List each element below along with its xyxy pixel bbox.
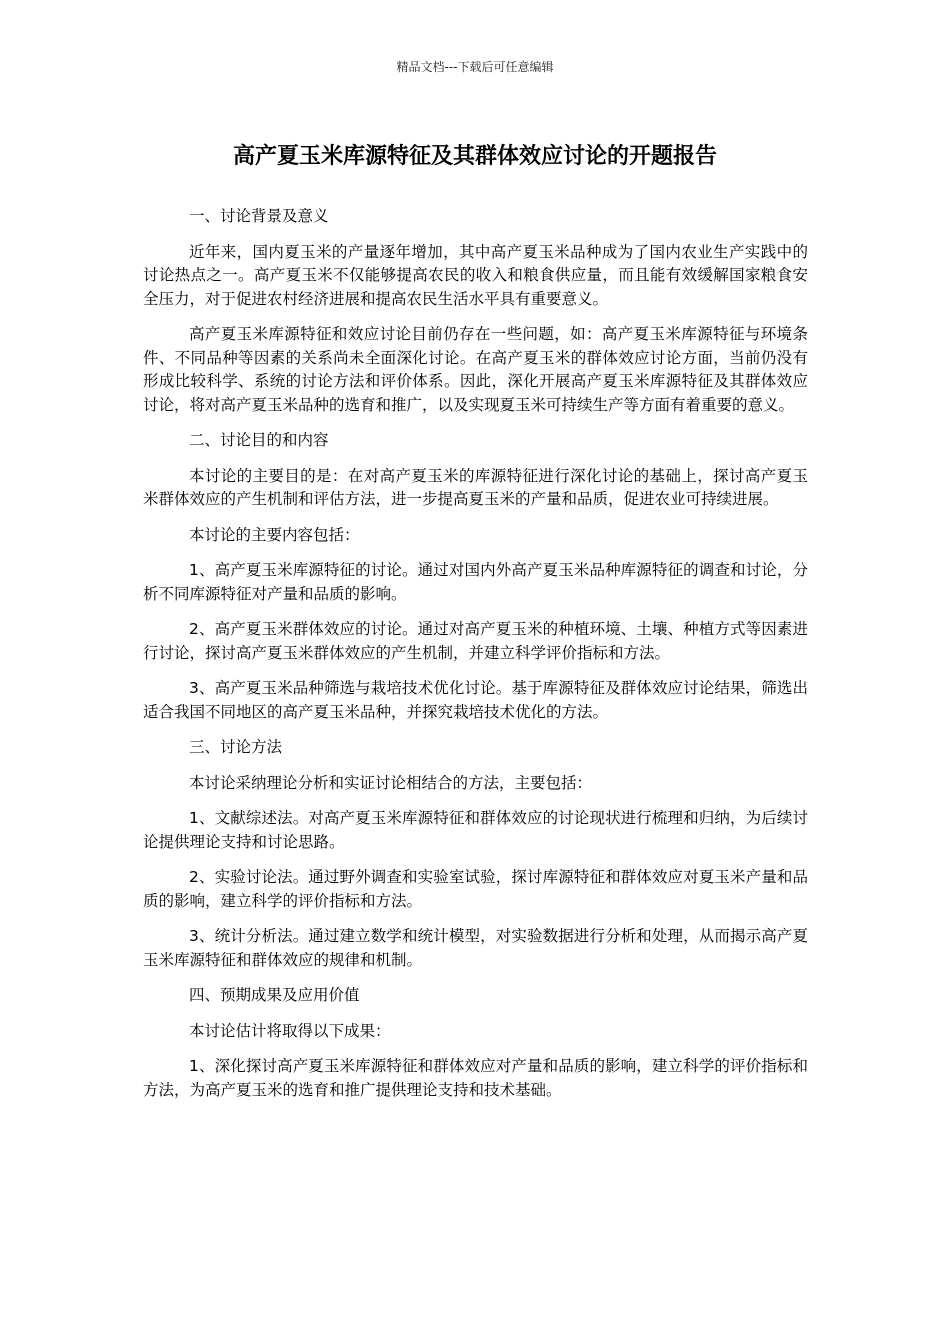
content-item-3: 3、高产夏玉米品种筛选与栽培技术优化讨论。基于库源特征及群体效应讨论结果，筛选出适合我国不同地区的高产夏玉米品种，并探究栽培技术优化的方法。 [143, 679, 808, 721]
section-heading-objectives: 二、讨论目的和内容 [189, 431, 329, 449]
section-heading-outcomes: 四、预期成果及应用价值 [189, 986, 360, 1004]
paragraph-methods-intro: 本讨论采纳理论分析和实证讨论相结合的方法，主要包括： [189, 773, 593, 792]
paragraph-contents-intro: 本讨论的主要内容包括： [189, 525, 360, 544]
paragraph-background-2: 高产夏玉米库源特征和效应讨论目前仍存在一些问题，如：高产夏玉米库源特征与环境条件、不同品种等因素的关系尚未全面深化讨论。在高产夏玉米的群体效应讨论方面，当前仍没有形成比较科学、系统的讨论方法和评价体系。因此，深化开展高产夏玉米库源特征及其群体效应讨论，将对高产夏玉米品种的选育和推广，以及实现夏玉米可持续生产等方面有着重要的意义。 [143, 325, 808, 414]
page-header: 精品文档---下载后可任意编辑 [396, 60, 554, 74]
section-heading-methods: 三、讨论方法 [189, 738, 283, 756]
paragraph-objectives: 本讨论的主要目的是：在对高产夏玉米的库源特征进行深化讨论的基础上，探讨高产夏玉米群体效应的产生机制和评估方法，进一步提高夏玉米的产量和品质，促进农业可持续进展。 [143, 466, 808, 508]
content-item-2: 2、高产夏玉米群体效应的讨论。通过对高产夏玉米的种植环境、土壤、种植方式等因素进行讨论，探讨高产夏玉米群体效应的产生机制，并建立科学评价指标和方法。 [143, 620, 808, 662]
outcome-item-1: 1、深化探讨高产夏玉米库源特征和群体效应对产量和品质的影响，建立科学的评价指标和方法，为高产夏玉米的选育和推广提供理论支持和技术基础。 [143, 1057, 808, 1099]
section-heading-background: 一、讨论背景及意义 [189, 207, 329, 225]
method-item-1: 1、文献综述法。对高产夏玉米库源特征和群体效应的讨论现状进行梳理和归纳，为后续讨论提供理论支持和讨论思路。 [143, 809, 808, 851]
method-item-2: 2、实验讨论法。通过野外调查和实验室试验，探讨库源特征和群体效应对夏玉米产量和品质的影响，建立科学的评价指标和方法。 [143, 868, 808, 910]
document-title: 高产夏玉米库源特征及其群体效应讨论的开题报告 [232, 144, 717, 169]
paragraph-outcomes-intro: 本讨论估计将取得以下成果： [189, 1021, 391, 1040]
method-item-3: 3、统计分析法。通过建立数学和统计模型，对实验数据进行分析和处理，从而揭示高产夏玉米库源特征和群体效应的规律和机制。 [143, 927, 808, 969]
document-body [143, 205, 808, 1114]
paragraph-background-1: 近年来，国内夏玉米的产量逐年增加，其中高产夏玉米品种成为了国内农业生产实践中的讨论热点之一。高产夏玉米不仅能够提高农民的收入和粮食供应量，而且能有效缓解国家粮食安全压力，对于促进农村经济进展和提高农民生活水平具有重要意义。 [143, 242, 808, 308]
content-item-1: 1、高产夏玉米库源特征的讨论。通过对国内外高产夏玉米品种库源特征的调查和讨论，分析不同库源特征对产量和品质的影响。 [143, 561, 808, 603]
